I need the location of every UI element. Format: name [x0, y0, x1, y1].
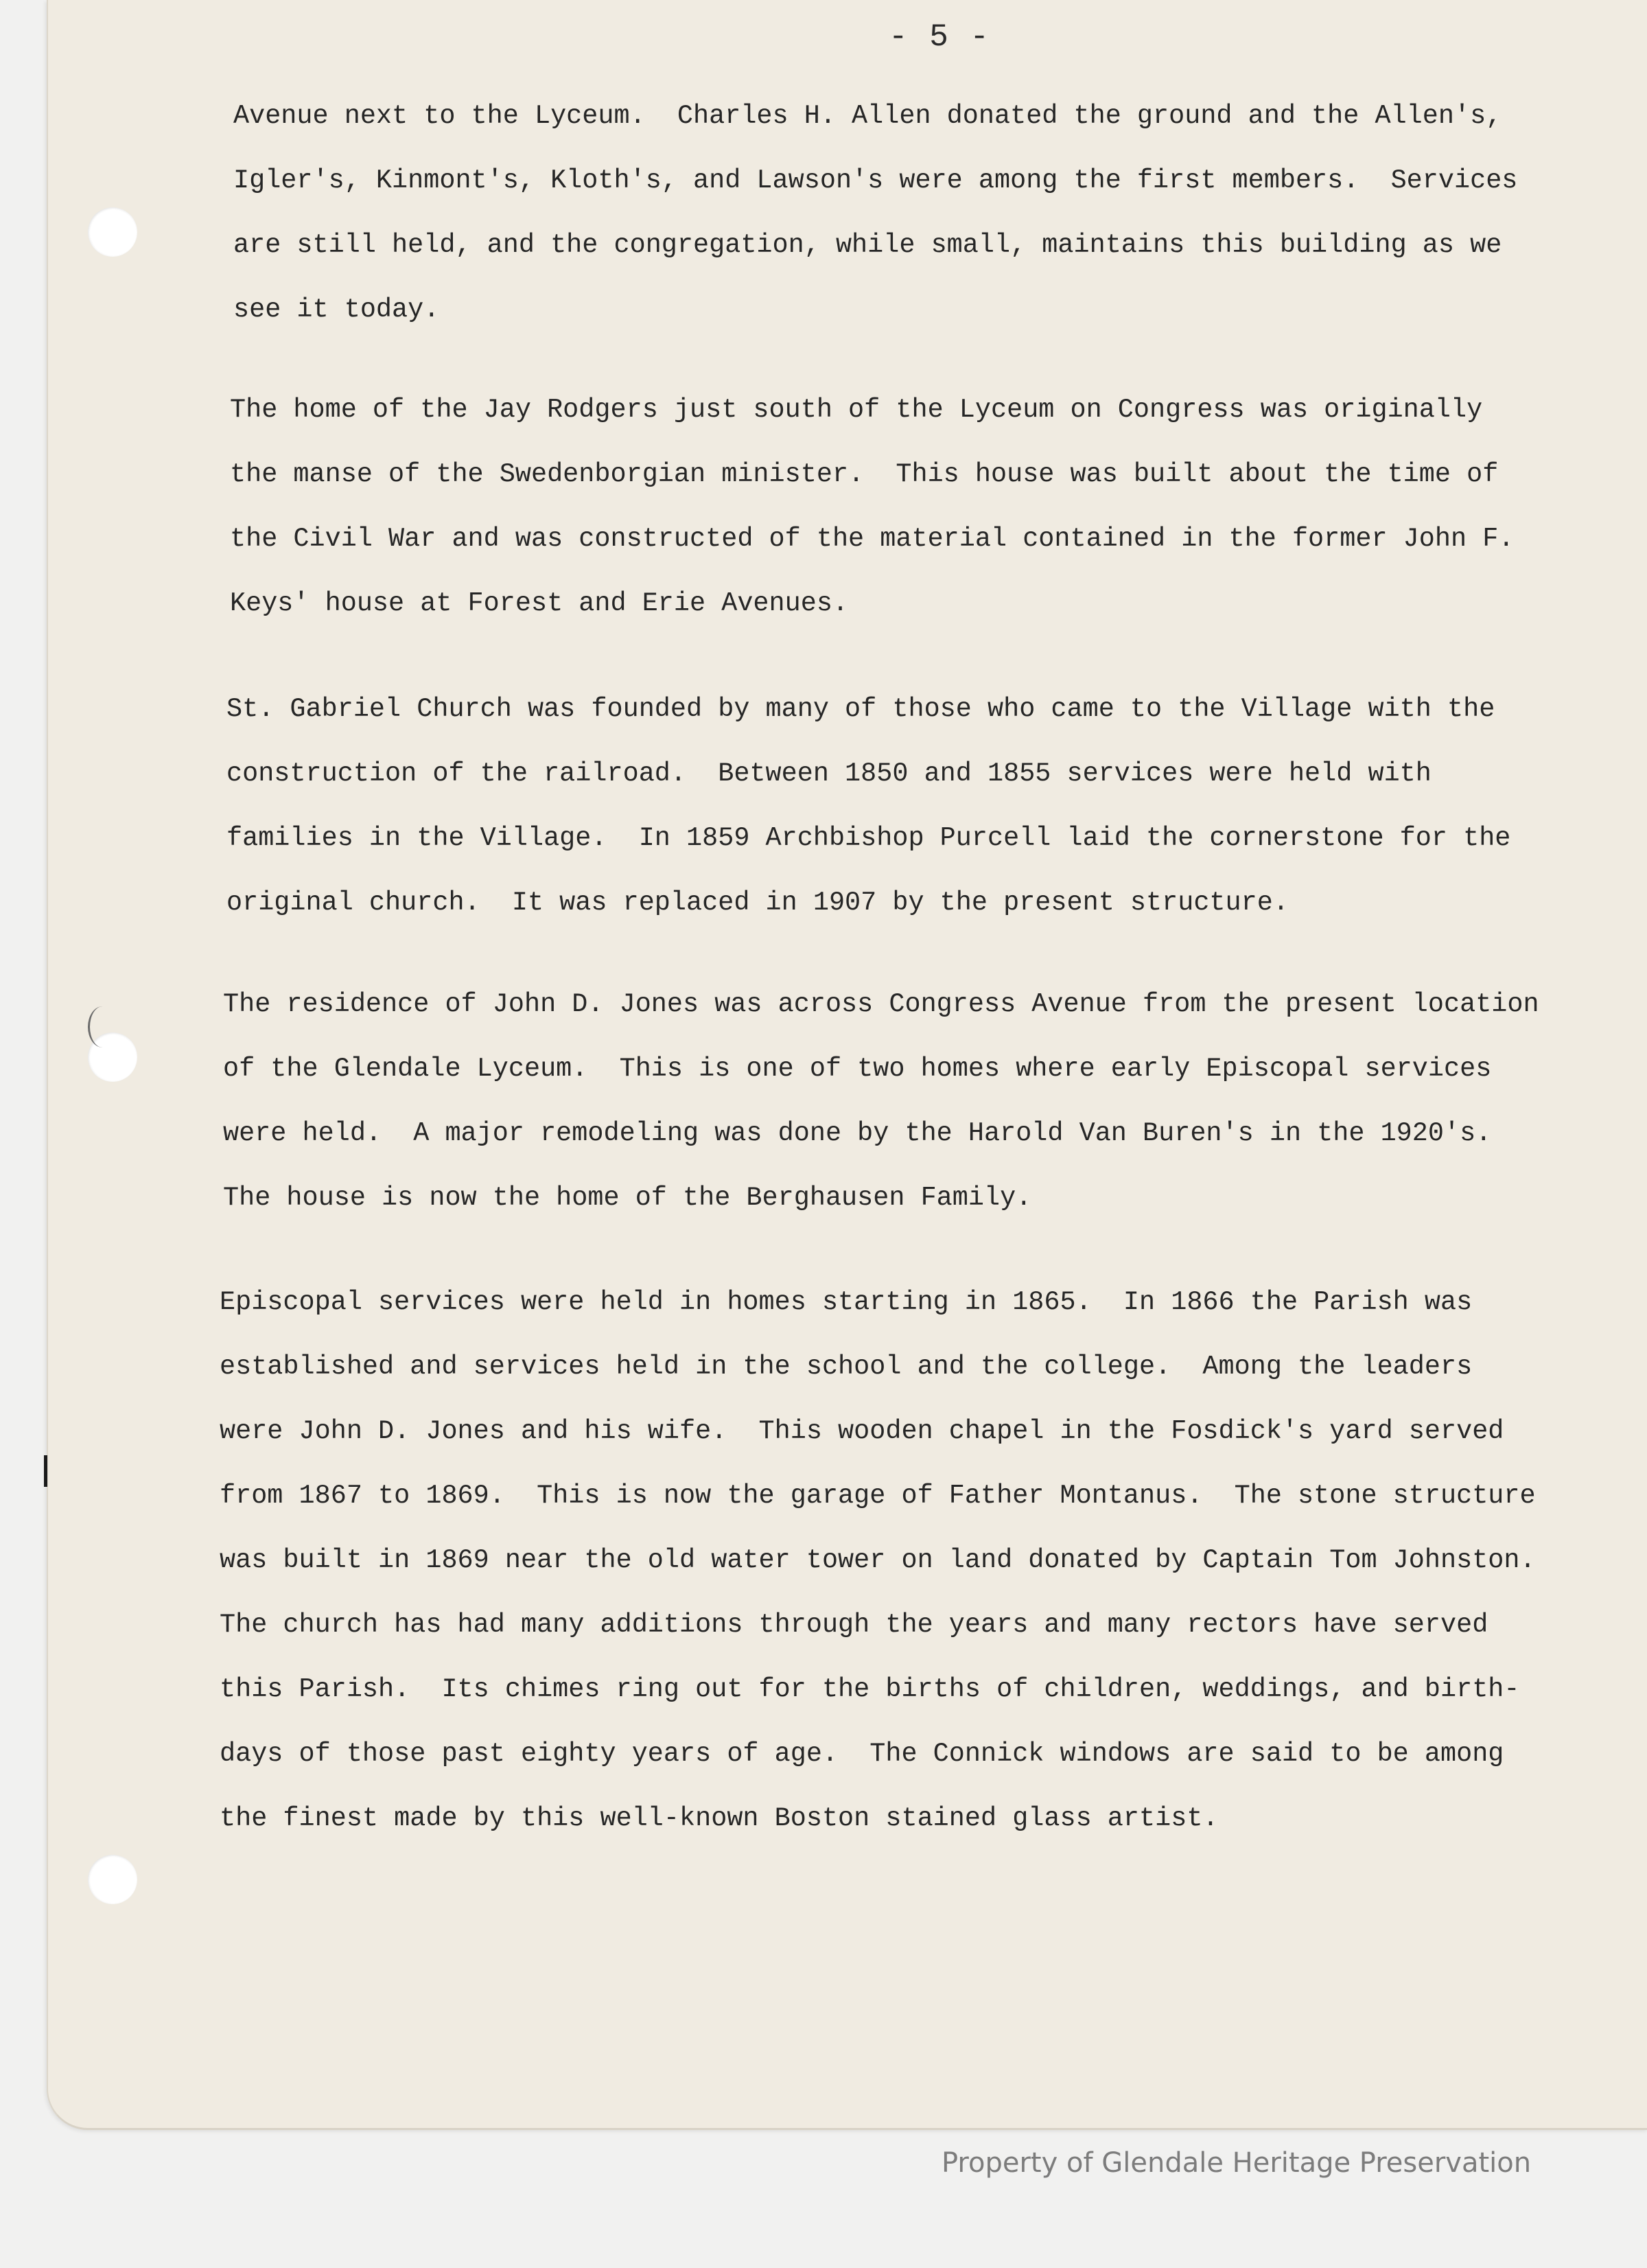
text-line: original church. It was replaced in 1907 by the present structure.: [226, 888, 1289, 918]
edge-mark: [44, 1455, 47, 1487]
text-line: St. Gabriel Church was founded by many of those who came to the Village with the: [226, 694, 1495, 724]
text-line: Igler's, Kinmont's, Kloth's, and Lawson's were among the first members. Services: [233, 165, 1518, 196]
paragraph-episcopal-services: [220, 1270, 1606, 1851]
text-line: the manse of the Swedenborgian minister. This house was built about the time of: [230, 459, 1499, 489]
paragraph-lyceum-church: [233, 84, 1620, 342]
text-line: was built in 1869 near the old water tower on land donated by Captain Tom Johnston.: [220, 1545, 1536, 1575]
text-line: The house is now the home of the Berghausen Family.: [223, 1183, 1032, 1213]
text-line: are still held, and the congregation, while small, maintains this building as we: [233, 230, 1502, 260]
text-line: were John D. Jones and his wife. This wooden chapel in the Fosdick's yard served: [220, 1416, 1504, 1446]
binder-hole-mark: [88, 1006, 117, 1048]
page-number: - 5 -: [889, 19, 991, 55]
text-line: Avenue next to the Lyceum. Charles H. Allen donated the ground and the Allen's,: [233, 101, 1502, 131]
text-line: The church has had many additions through the years and many rectors have served: [220, 1610, 1488, 1640]
text-line: days of those past eighty years of age. The Connick windows are said to be among: [220, 1739, 1504, 1769]
text-line: from 1867 to 1869. This is now the garage of Father Montanus. The stone structure: [220, 1481, 1536, 1511]
watermark: Property of Glendale Heritage Preservation: [942, 2147, 1532, 2179]
text-line: the Civil War and was constructed of the material contained in the former John F.: [230, 524, 1515, 554]
text-line: Episcopal services were held in homes starting in 1865. In 1866 the Parish was: [220, 1287, 1473, 1317]
text-line: construction of the railroad. Between 1850 and 1855 services were held with: [226, 759, 1432, 789]
text-line: this Parish. Its chimes ring out for the births of children, weddings, and birth-: [220, 1674, 1520, 1704]
text-line: Keys' house at Forest and Erie Avenues.: [230, 588, 849, 618]
text-line: the finest made by this well-known Boston stained glass artist.: [220, 1803, 1219, 1833]
paragraph-jones-residence: [223, 972, 1609, 1230]
binder-hole-top: [88, 207, 137, 257]
text-line: see it today.: [233, 294, 440, 325]
paragraph-st-gabriel: [226, 677, 1613, 935]
paragraph-rodgers-home: [230, 378, 1616, 636]
text-line: established and services held in the school and the college. Among the leaders: [220, 1352, 1473, 1382]
text-line: The home of the Jay Rodgers just south of the Lyceum on Congress was originally: [230, 395, 1483, 425]
text-line: families in the Village. In 1859 Archbishop Purcell laid the cornerstone for the: [226, 823, 1511, 853]
binder-hole-bottom: [88, 1855, 137, 1904]
text-line: The residence of John D. Jones was across Congress Avenue from the present location: [223, 989, 1539, 1019]
text-line: were held. A major remodeling was done by the Harold Van Buren's in the 1920's.: [223, 1118, 1492, 1148]
text-line: of the Glendale Lyceum. This is one of two homes where early Episcopal services: [223, 1054, 1492, 1084]
